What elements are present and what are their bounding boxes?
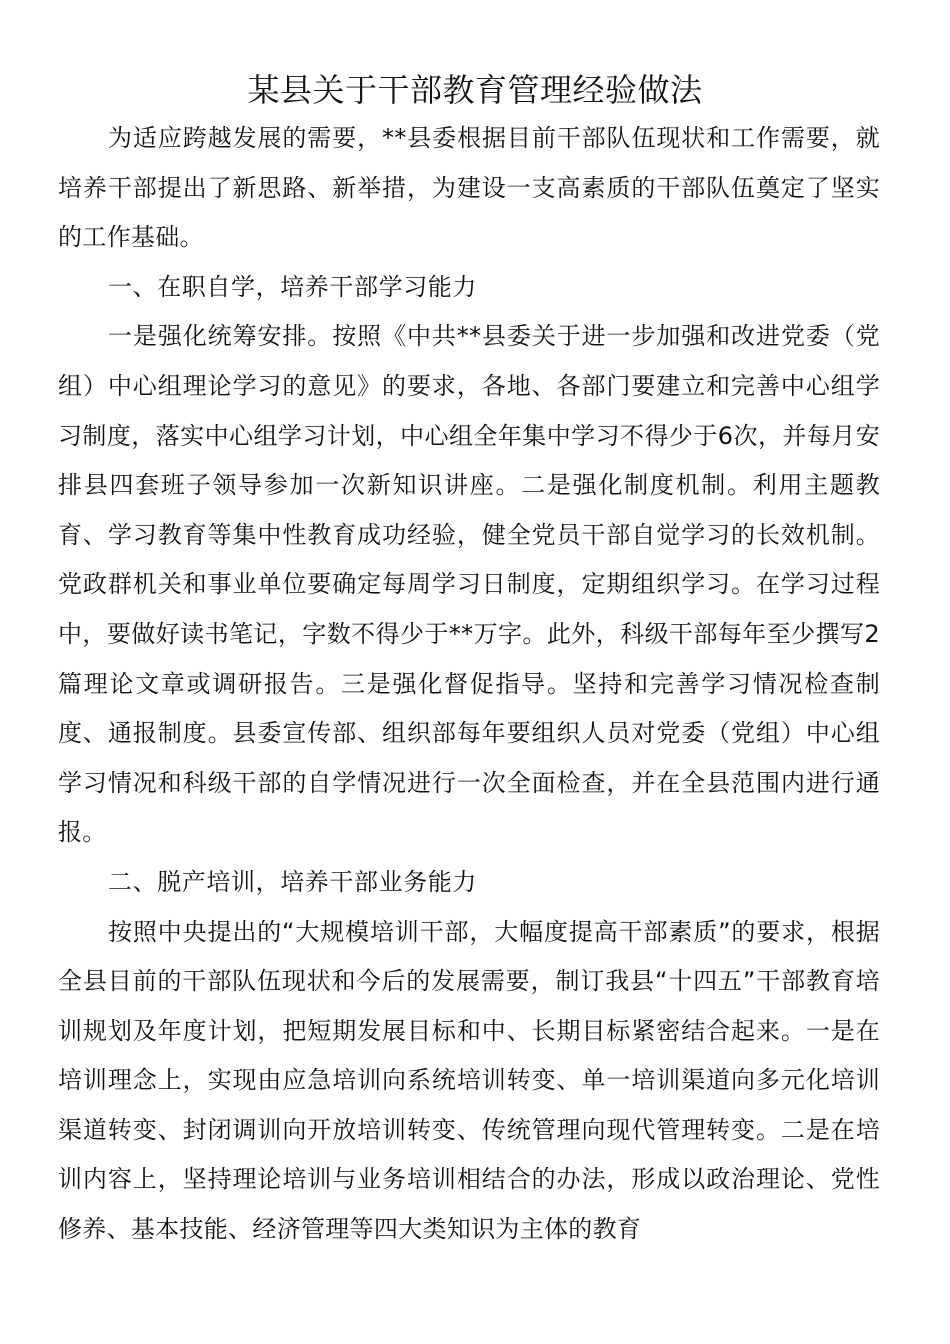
intro-paragraph: 为适应跨越发展的需要，**县委根据目前干部队伍现状和工作需要，就培养干部提出了新思路、新举措，为建设一支高素质的干部队伍奠定了坚实的工作基础。 — [58, 124, 880, 252]
document-title: 某县关于干部教育管理经验做法 — [247, 71, 703, 109]
section-heading-1: 一、在职自学，培养干部学习能力 — [108, 272, 477, 301]
document-body — [58, 114, 880, 1255]
section-2-paragraph: 按照中央提出的“大规模培训干部，大幅度提高干部素质”的要求，根据全县目前的干部队伍现状和今后的发展需要，制订我县“十四五”干部教育培训规划及年度计划，把短期发展目标和中、长期目标紧密结合起来。一是在培训理念上，实现由应急培训向系统培训转变、单一培训渠道向多元化培训渠道转变、封闭调训向开放培训转变、传统管理向现代管理转变。二是在培训内容上，坚持理论培训与业务培训相结合的办法，形成以政治理论、党性修养、基本技能、经济管理等四大类知识为主体的教育 — [58, 917, 880, 1244]
section-heading-2: 二、脱产培训，培养干部业务能力 — [108, 867, 477, 896]
section-1-paragraph: 一是强化统筹安排。按照《中共**县委关于进一步加强和改进党委（党组）中心组理论学习的意见》的要求，各地、各部门要建立和完善中心组学习制度，落实中心组学习计划，中心组全年集中学习不得少于6次，并每月安排县四套班子领导参加一次新知识讲座。二是强化制度机制。利用主题教育、学习教育等集中性教育成功经验，健全党员干部自觉学习的长效机制。党政群机关和事业单位要确定每周学习日制度，定期组织学习。在学习过程中，要做好读书笔记，字数不得少于**万字。此外，科级干部每年至少撰写2篇理论文章或调研报告。三是强化督促指导。坚持和完善学习情况检查制度、通报制度。县委宣传部、组织部每年要组织人员对党委（党组）中心组学习情况和科级干部的自学情况进行一次全面检查，并在全县范围内进行通报。 — [58, 322, 880, 847]
